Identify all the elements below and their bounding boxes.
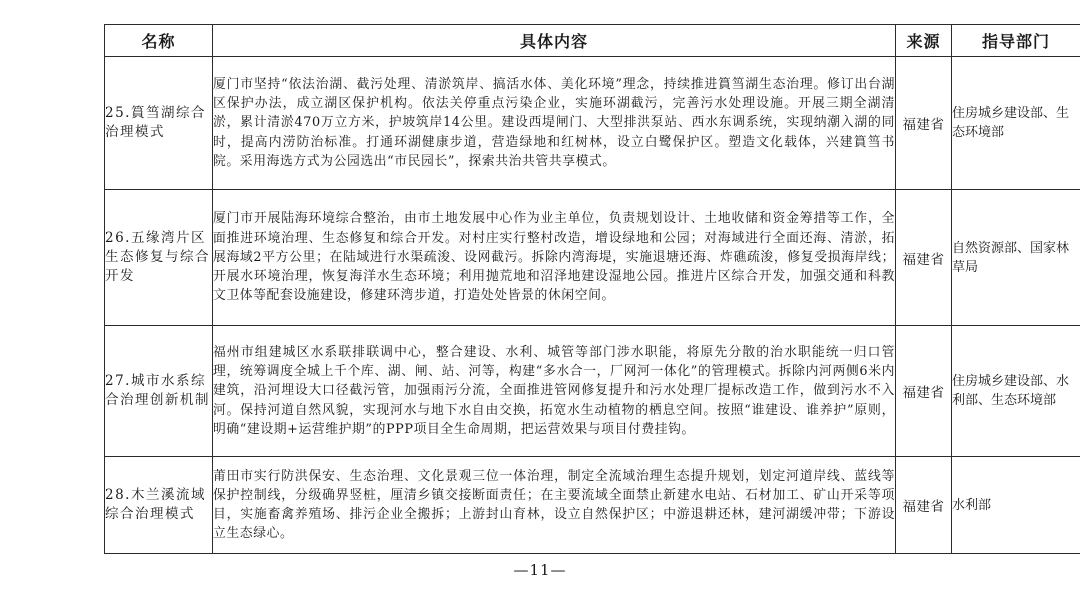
row-dept: 住房城乡建设部、生态环境部 — [952, 57, 1080, 190]
row-content: 厦门市坚持“依法治湖、截污处理、清淤筑岸、搞活水体、美化环境”理念，持续推进篔筜湖生态治理。修订出台湖区保护办法，成立湖区保护机构。依法关停重点污染企业，实施环湖截污，完善污水处理设施。开展三期全湖清淤，累计清淤470万立方米，护坡筑岸14公里。建设西堤闸门、大型排洪泵站、西水东调系统，实现纳潮入湖的同时，提高内涝防治标准。打通环湖健康步道，营造绿地和红树林，设立白鹭保护区。塑造文化载体，兴建篔筜书院。采用海选方式为公园选出“市民园长”，探索共治共管共享模式。 — [213, 57, 896, 190]
row-content: 福州市组建城区水系联排联调中心，整合建设、水利、城管等部门涉水职能，将原先分散的治水职能统一归口管理，统筹调度全城上千个库、湖、闸、站、河等，构建“多水合一，厂网河一体化”的管理模式。拆除内河两侧6米内建筑，沿河埋设大口径截污管，加强雨污分流，全面推进管网修复提升和污水处理厂提标改造工作，做到污水不入河。保持河道自然风貌，实现河水与地下水自由交换，拓宽水生动植物的栖息空间。按照“谁建设、谁养护”原则，明确“建设期+运营维护期”的PPP项目全生命周期，把运营效果与项目付费挂钩。 — [213, 326, 896, 457]
row-dept: 水利部 — [952, 457, 1080, 554]
page-number: —11— — [513, 561, 567, 579]
header-source: 来源 — [896, 25, 952, 57]
row-source: 福建省 — [896, 457, 952, 554]
row-source: 福建省 — [896, 190, 952, 326]
table-header-row — [105, 25, 1080, 57]
row-name: 28.木兰溪流域综合治理模式 — [105, 457, 213, 554]
table-row — [105, 326, 1080, 457]
header-dept: 指导部门 — [952, 25, 1080, 57]
header-name: 名称 — [105, 25, 213, 57]
measures-table — [104, 24, 1080, 554]
row-content: 莆田市实行防洪保安、生态治理、文化景观三位一体治理，制定全流域治理生态提升规划，划定河道岸线、蓝线等保护控制线，分级确界竖桩，厘清乡镇交接断面责任；在主要流域全面禁止新建水电站、石材加工、矿山开采等项目，实施畜禽养殖场、排污企业全搬拆；上游封山育林，设立自然保护区；中游退耕还林，建河湖缓冲带；下游设立生态绿心。 — [213, 457, 896, 554]
row-dept: 自然资源部、国家林草局 — [952, 190, 1080, 326]
row-name: 27.城市水系综合治理创新机制 — [105, 326, 213, 457]
row-name: 26.五缘湾片区生态修复与综合开发 — [105, 190, 213, 326]
table-row — [105, 57, 1080, 190]
row-dept: 住房城乡建设部、水利部、生态环境部 — [952, 326, 1080, 457]
row-source: 福建省 — [896, 326, 952, 457]
table-row — [105, 190, 1080, 326]
row-source: 福建省 — [896, 57, 952, 190]
row-name: 25.篔筜湖综合治理模式 — [105, 57, 213, 190]
row-content: 厦门市开展陆海环境综合整治，由市土地发展中心作为业主单位，负责规划设计、土地收储和资金筹措等工作，全面推进环境治理、生态修复和综合开发。对村庄实行整村改造，增设绿地和公园；对海域进行全面还海、清淤，拓展海域2平方公里；在陆域进行水渠疏浚、设网截污。拆除内湾海堤，实施退塘还海、炸礁疏浚，修复受损海岸线；开展水环境治理，恢复海洋水生态环境；利用抛荒地和沼泽地建设湿地公园。推进片区综合开发，加强交通和科教文卫体等配套设施建设，修建环湾步道，打造处处皆景的休闲空间。 — [213, 190, 896, 326]
header-content: 具体内容 — [213, 25, 896, 57]
table-row — [105, 457, 1080, 554]
